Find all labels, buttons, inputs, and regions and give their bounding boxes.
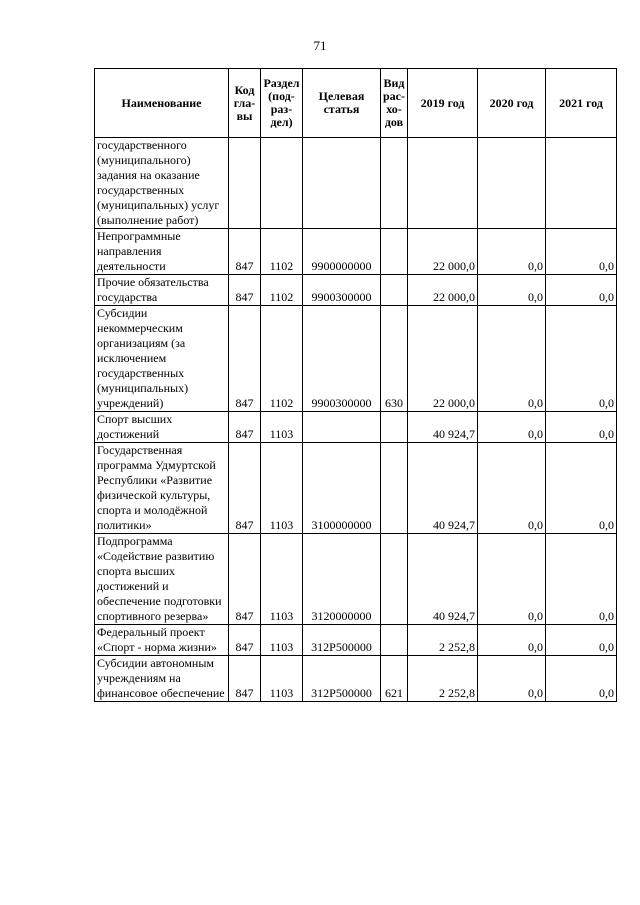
cell-section: 1102	[261, 229, 303, 275]
cell-2019: 2 252,8	[408, 656, 478, 702]
cell-name: государственного (муниципального) задания на оказание государственных (муниципальных) услуг (выполнение работ)	[95, 138, 229, 229]
cell-2020: 0,0	[478, 625, 546, 656]
cell-2019: 22 000,0	[408, 275, 478, 306]
cell-expense-type	[381, 443, 408, 534]
cell-expense-type	[381, 625, 408, 656]
cell-name: Подпрограмма «Содействие развитию спорта высших достижений и обеспечение подготовки спортивного резерва»	[95, 534, 229, 625]
cell-section	[261, 138, 303, 229]
cell-chapter-code: 847	[229, 229, 261, 275]
cell-2019: 2 252,8	[408, 625, 478, 656]
header-chapter-code: Код гла-вы	[229, 69, 261, 138]
cell-expense-type	[381, 138, 408, 229]
cell-chapter-code: 847	[229, 306, 261, 412]
table-row	[95, 275, 617, 306]
table-row	[95, 229, 617, 275]
table-row	[95, 443, 617, 534]
cell-2019: 40 924,7	[408, 412, 478, 443]
cell-target-item: 312P500000	[303, 625, 381, 656]
cell-section: 1102	[261, 306, 303, 412]
cell-expense-type	[381, 275, 408, 306]
header-2021: 2021 год	[546, 69, 617, 138]
table-row	[95, 534, 617, 625]
cell-2021: 0,0	[546, 275, 617, 306]
cell-name: Непрограммные направления деятельности	[95, 229, 229, 275]
cell-2020: 0,0	[478, 656, 546, 702]
header-row	[95, 69, 617, 138]
cell-target-item: 312P500000	[303, 656, 381, 702]
cell-chapter-code: 847	[229, 412, 261, 443]
cell-2019: 22 000,0	[408, 229, 478, 275]
cell-2021: 0,0	[546, 625, 617, 656]
cell-2020: 0,0	[478, 306, 546, 412]
cell-2020: 0,0	[478, 412, 546, 443]
cell-name: Субсидии автономным учреждениям на финансовое обеспечение	[95, 656, 229, 702]
cell-expense-type: 630	[381, 306, 408, 412]
cell-section: 1102	[261, 275, 303, 306]
header-target-item: Целевая статья	[303, 69, 381, 138]
cell-target-item	[303, 138, 381, 229]
page-number: 71	[313, 38, 327, 53]
cell-name: Спорт высших достижений	[95, 412, 229, 443]
cell-section: 1103	[261, 656, 303, 702]
cell-2021: 0,0	[546, 534, 617, 625]
cell-2021: 0,0	[546, 306, 617, 412]
cell-target-item: 3100000000	[303, 443, 381, 534]
header-name: Наименование	[95, 69, 229, 138]
cell-name: Прочие обязательства государства	[95, 275, 229, 306]
cell-2019	[408, 138, 478, 229]
table-row	[95, 412, 617, 443]
cell-name: Государственная программа Удмуртской Республики «Развитие физической культуры, спорта и молодёжной политики»	[95, 443, 229, 534]
cell-2020: 0,0	[478, 534, 546, 625]
header-expense-type: Вид рас-хо-дов	[381, 69, 408, 138]
cell-expense-type	[381, 412, 408, 443]
header-2019: 2019 год	[408, 69, 478, 138]
cell-section: 1103	[261, 534, 303, 625]
cell-target-item	[303, 412, 381, 443]
table-row	[95, 625, 617, 656]
cell-chapter-code	[229, 138, 261, 229]
cell-2021	[546, 138, 617, 229]
table-row	[95, 138, 617, 229]
cell-name: Федеральный проект «Спорт - норма жизни»	[95, 625, 229, 656]
table-row	[95, 656, 617, 702]
cell-2019: 40 924,7	[408, 443, 478, 534]
cell-chapter-code: 847	[229, 656, 261, 702]
cell-2021: 0,0	[546, 656, 617, 702]
cell-chapter-code: 847	[229, 443, 261, 534]
header-section: Раздел (под-раз-дел)	[261, 69, 303, 138]
cell-2021: 0,0	[546, 443, 617, 534]
cell-2019: 22 000,0	[408, 306, 478, 412]
cell-name: Субсидии некоммерческим организациям (за исключением государственных (муниципальных) учреждений)	[95, 306, 229, 412]
cell-chapter-code: 847	[229, 275, 261, 306]
cell-2020: 0,0	[478, 229, 546, 275]
cell-section: 1103	[261, 412, 303, 443]
cell-expense-type	[381, 229, 408, 275]
cell-expense-type	[381, 534, 408, 625]
cell-section: 1103	[261, 625, 303, 656]
header-2020: 2020 год	[478, 69, 546, 138]
cell-target-item: 3120000000	[303, 534, 381, 625]
cell-target-item: 9900000000	[303, 229, 381, 275]
cell-2020: 0,0	[478, 443, 546, 534]
cell-target-item: 9900300000	[303, 275, 381, 306]
table-row	[95, 306, 617, 412]
cell-2021: 0,0	[546, 412, 617, 443]
budget-table	[94, 68, 617, 702]
cell-chapter-code: 847	[229, 625, 261, 656]
cell-2020	[478, 138, 546, 229]
cell-target-item: 9900300000	[303, 306, 381, 412]
cell-section: 1103	[261, 443, 303, 534]
cell-2019: 40 924,7	[408, 534, 478, 625]
cell-2021: 0,0	[546, 229, 617, 275]
cell-expense-type: 621	[381, 656, 408, 702]
cell-chapter-code: 847	[229, 534, 261, 625]
cell-2020: 0,0	[478, 275, 546, 306]
